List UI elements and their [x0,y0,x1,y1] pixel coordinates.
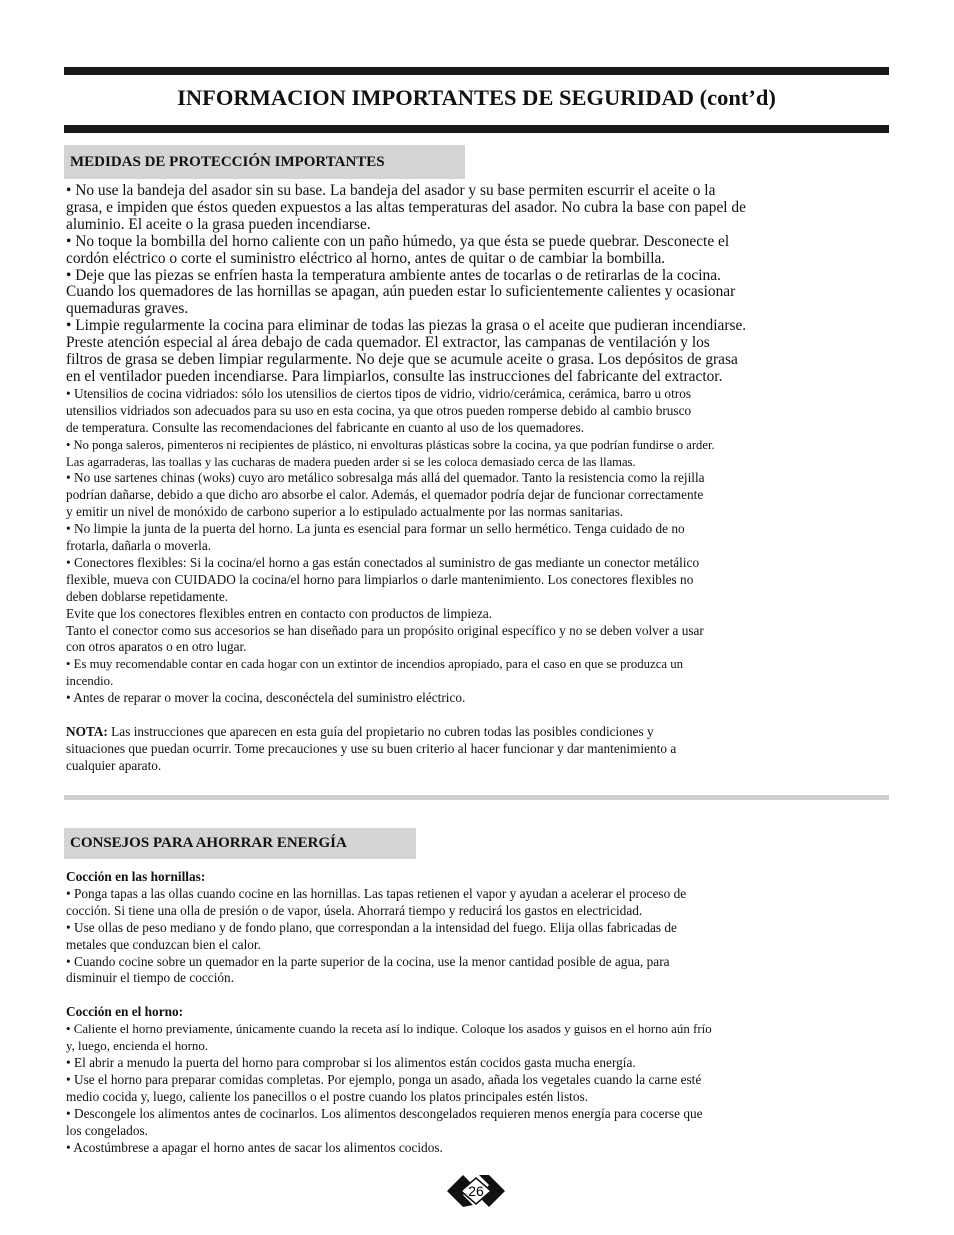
note-line: situaciones que puedan ocurrir. Tome precauciones y use su buen criterio al hacer funcionar y dar mantenimiento a [66,741,677,756]
body-line: incendio. [66,674,114,689]
body-line: con otros aparatos o en otro lugar. [66,639,247,655]
body-line: • El abrir a menudo la puerta del horno para comprobar si los alimentos están cocidos gasta mucha energía. [66,1055,636,1071]
body-line: filtros de grasa se deben limpiar regularmente. No deje que se acumule aceite o grasa. Los depósitos de grasa [66,351,738,369]
body-line: • Caliente el horno previamente, únicamente cuando la receta así lo indique. Coloque los asados y guisos en el horno aún frío [66,1022,712,1037]
title-underline-rule [64,125,889,133]
body-line: Preste atención especial al área debajo de cada quemador. El extractor, las campanas de ventilación y los [66,334,710,352]
body-line: • Es muy recomendable contar en cada hogar con un extintor de incendios apropiado, para el caso en que se produzca un [66,657,684,672]
body-line: flexible, mueva con CUIDADO la cocina/el horno para limpiarlos o darle mantenimiento. Los conectores flexibles no [66,571,694,587]
body-line: • No ponga saleros, pimenteros ni recipientes de plástico, ni envolturas plásticas sobre la cocina, ya que podrían fundirse o arder. [66,437,715,452]
body-line: • Use el horno para preparar comidas completas. Por ejemplo, ponga un asado, añada los vegetales cuando la carne esté [66,1071,702,1087]
body-line: • Antes de reparar o mover la cocina, desconéctela del suministro eléctrico. [66,690,466,706]
body-line: Las agarraderas, las toallas y las cucharas de madera pueden arder si se les coloca demasiado cerca de las llamas. [66,454,636,469]
body-line: • Use ollas de peso mediano y de fondo plano, que correspondan a la intensidad del fuego. Elija ollas fabricadas de [66,919,677,935]
body-line: • Conectores flexibles: Si la cocina/el horno a gas están conectados al suministro de gas mediante un conector metálico [66,554,700,570]
page-title: INFORMACION IMPORTANTES DE SEGURIDAD (cont’d) [177,85,776,110]
body-line: • No limpie la junta de la puerta del horno. La junta es esencial para formar un sello hermético. Tenga cuidado de no [66,521,685,537]
body-line: de temperatura. Consulte las recomendaciones del fabricante en cuanto al uso de los quemadores. [66,419,585,435]
body-line: cocción. Si tiene una olla de presión o de vapor, úsela. Ahorrará tiempo y reducirá los gastos en electricidad. [66,902,643,918]
body-line: y emitir un nivel de monóxido de carbono superior a lo estipulado actualmente por las normas sanitarias. [66,504,624,520]
section-heading-safeguards: MEDIDAS DE PROTECCIÓN IMPORTANTES [64,145,465,179]
note-line [66,724,889,741]
body-line: medio cocida y, luego, caliente los panecillos o el postre cuando los platos principales estén listos. [66,1088,589,1104]
page-number: 26 [468,1183,484,1199]
body-line: • Deje que las piezas se enfríen hasta la temperatura ambiente antes de tocarlas o de retirarlas de la cocina. [66,266,721,284]
body-line: • Acostúmbrese a apagar el horno antes de sacar los alimentos cocidos. [66,1139,443,1155]
body-line: • No use la bandeja del asador sin su base. La bandeja del asador y su base permiten escurrir el aceite o la [66,182,716,199]
body-line: Tanto el conector como sus accesorios se han diseñado para un propósito original específico y no se deben volver a usar [66,622,704,638]
body-line: utensilios vidriados son adecuados para su uso en esta cocina, ya que otros pueden romperse debido al cambio brusco [66,402,692,418]
body-line: • Utensilios de cocina vidriados: sólo los utensilios de ciertos tipos de vidrio, vidrio/cerámica, cerámica, barro u otros [66,385,692,401]
body-line: • No use sartenes chinas (woks) cuyo aro metálico sobresalga más allá del quemador. Tanto la resistencia como la rejilla [66,470,705,486]
body-line: cordón eléctrico o corte el suministro eléctrico al horno, antes de quitar o de cambiar la bombilla. [66,249,666,267]
body-line: deben doblarse repetidamente. [66,588,229,604]
body-line: • Ponga tapas a las ollas cuando cocine en las hornillas. Las tapas retienen el vapor y ayudan a acelerar el proceso de [66,885,687,901]
energy-saving-body [66,869,889,1157]
note-label: NOTA: [66,724,108,740]
section-heading-energy-saving: CONSEJOS PARA AHORRAR ENERGÍA [64,828,416,859]
body-line: en el ventilador pueden incendiarse. Para limpiarlos, consulte las instrucciones del fabricante del extractor. [66,367,723,385]
body-line: aluminio. El aceite o la grasa pueden incendiarse. [66,215,371,233]
section-divider [64,795,889,800]
body-line: Evite que los conectores flexibles entren en contacto con productos de limpieza. [66,605,493,621]
body-line: • No toque la bombilla del horno caliente con un paño húmedo, ya que ésta se puede quebrar. Desconecte el [66,232,730,250]
body-line: frotarla, dañarla o moverla. [66,538,212,554]
body-line: disminuir el tiempo de cocción. [66,970,235,986]
body-line: quemaduras graves. [66,300,189,318]
body-line: Cuando los quemadores de las hornillas se apagan, aún pueden estar lo suficientemente calientes y ocasionar [66,283,736,301]
body-line: y, luego, encienda el horno. [66,1039,208,1054]
body-line: • Descongele los alimentos antes de cocinarlos. Los alimentos descongelados requieren menos energía para cocerse que [66,1105,703,1121]
note-line: cualquier aparato. [66,757,162,773]
subheading-cooktop: Cocción en las hornillas: [66,869,206,884]
body-line: metales que conduzcan bien el calor. [66,936,261,952]
body-line: • Limpie regularmente la cocina para eliminar de todas las piezas la grasa o el aceite que pudieran incendiarse. [66,317,747,335]
body-line: grasa, e impiden que éstos queden expuestos a las altas temperaturas del asador. No cubra la base con papel de [66,198,746,216]
safeguards-body [66,183,889,775]
subheading-oven: Cocción en el horno: [66,1004,184,1020]
note-text: Las instrucciones que aparecen en esta guía del propietario no cubren todas las posibles condiciones y [107,724,654,740]
body-line: • Cuando cocine sobre un quemador en la parte superior de la cocina, use la menor cantidad posible de agua, para [66,953,670,969]
top-rule [64,67,889,75]
body-line: los congelados. [66,1122,148,1138]
body-line: podrían dañarse, debido a que dicho aro absorbe el calor. Además, el quemador podría dejar de funcionar correctamente [66,487,704,503]
